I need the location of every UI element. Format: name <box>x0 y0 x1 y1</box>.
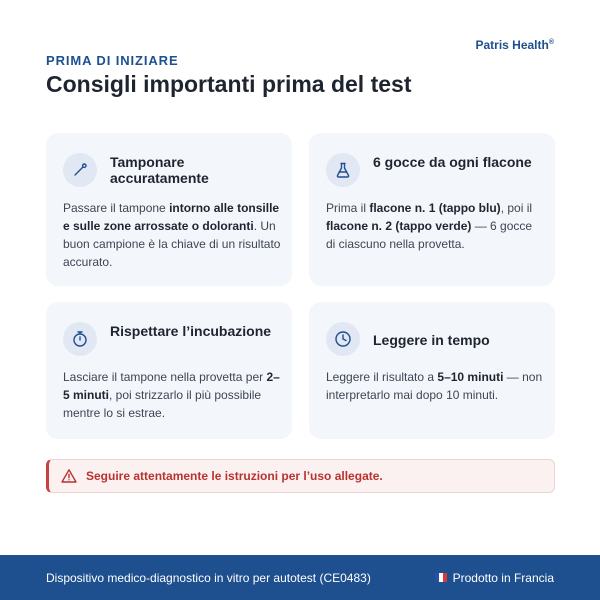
section-kicker: PRIMA DI INIZIARE <box>46 53 179 68</box>
tip-title: Rispettare l’incubazione <box>110 323 272 339</box>
device-classification: Dispositivo medico-diagnostico in vitro per autotest (CE0483) <box>46 570 371 585</box>
warning-icon <box>61 468 77 484</box>
body-text: — non interpretarlo mai dopo 10 minuti. <box>326 370 543 402</box>
tip-body <box>326 199 544 253</box>
emphasis-text: intorno alle tonsille e sulle zone arrossate o doloranti <box>63 201 280 233</box>
tip-card-reading <box>309 302 555 439</box>
body-text: . Un buon campione è la chiave di un risultato accurato. <box>63 219 281 269</box>
made-in <box>435 571 554 585</box>
brand-logo <box>475 38 554 52</box>
emphasis-text: 2–5 minuti <box>63 370 280 402</box>
emphasis-text: 5–10 minuti <box>437 370 504 384</box>
tip-title: Tamponare accuratamente <box>110 154 209 186</box>
flask-icon <box>326 153 360 187</box>
emphasis-text: flacone n. 2 (tappo verde) <box>326 219 472 233</box>
warning-banner <box>46 459 555 493</box>
body-text: Passare il tampone <box>63 201 170 215</box>
body-text: , poi strizzarlo il più possibile mentre lo si estrae. <box>63 388 262 420</box>
tip-card-drops <box>309 133 555 286</box>
tip-card-incubation <box>46 302 292 439</box>
footer-bar <box>0 555 600 600</box>
swab-icon <box>63 153 97 187</box>
body-text: Lasciare il tampone nella provetta per <box>63 370 267 384</box>
tip-title: 6 gocce da ogni flacone <box>373 154 532 170</box>
tip-body <box>63 368 281 422</box>
brand-name: Patris Health <box>475 38 549 52</box>
tip-body <box>63 199 281 271</box>
body-text: — 6 gocce di ciascuno nella provetta. <box>326 219 533 251</box>
stopwatch-icon <box>63 322 97 356</box>
body-text: , poi il <box>500 201 533 215</box>
tip-body <box>326 368 544 404</box>
warning-text: Seguire attentamente le istruzioni per l’uso allegate. <box>86 469 383 483</box>
page-title: Consigli importanti prima del test <box>46 71 412 97</box>
registered-mark: ® <box>548 39 554 46</box>
emphasis-text: flacone n. 1 (tappo blu) <box>369 201 501 215</box>
tip-card-swab <box>46 133 292 286</box>
body-text: Leggere il risultato a <box>326 370 438 384</box>
france-flag-icon <box>435 573 447 582</box>
clock-icon <box>326 322 360 356</box>
tip-title: Leggere in tempo <box>373 332 490 348</box>
made-in-text: Prodotto in Francia <box>452 570 554 585</box>
body-text: Prima il <box>326 201 370 215</box>
